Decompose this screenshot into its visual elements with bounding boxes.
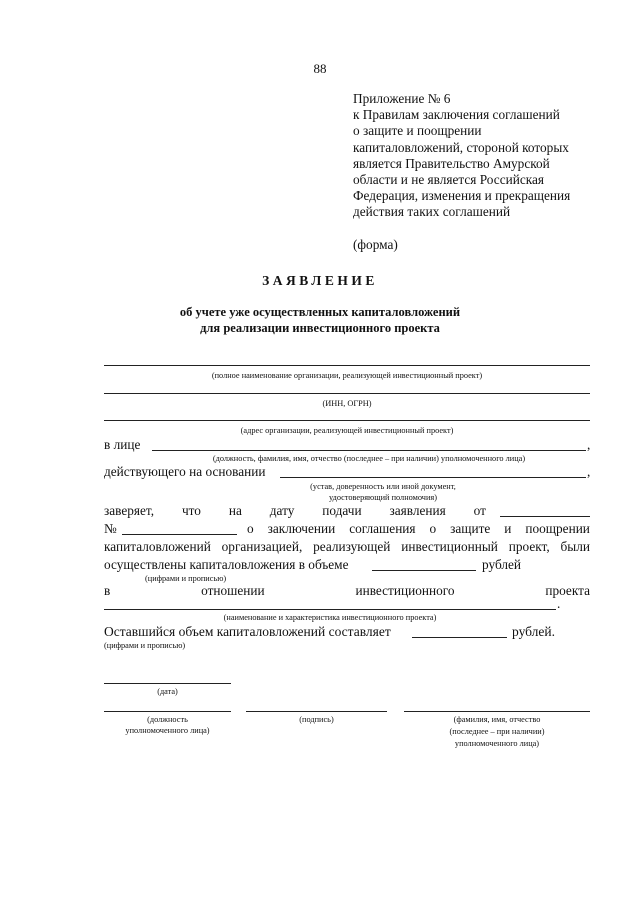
signature-caption: (подпись) [299,715,334,724]
certifies-line [104,503,486,519]
page-number: 88 [313,61,327,76]
org-name-caption: (полное наименование организации, реализующей инвестиционный проект) [211,371,483,380]
date-caption: (дата) [157,687,178,696]
address-caption: (адрес организации, реализующей инвестиционный проект) [240,426,454,435]
inn-caption: (ИНН, ОГРН) [322,399,372,408]
word: заверяет, [104,503,155,518]
word: организацией, [221,539,303,554]
subtitle-line-1: об учете уже осуществленных капиталовложений [179,305,461,319]
rubles-label: рублей [482,557,522,572]
fio-caption-1: (фамилия, имя, отчество [453,715,541,724]
word: заключении [267,521,336,536]
word: соглашения [349,521,416,536]
basis-field[interactable] [280,477,586,478]
word: что [181,503,201,518]
amount-label: осуществлены капиталовложения в объеме [104,557,349,572]
remaining-caption: (цифрами и прописью) [104,641,186,650]
representative-field[interactable] [152,450,586,451]
word: защите [450,521,491,536]
remaining-amount-field[interactable] [412,637,507,638]
appendix-block [353,91,623,221]
fio-caption-3: уполномоченного лица) [454,739,540,748]
basis-caption-2: удостоверяющий полномочия) [328,493,438,502]
amount-caption: (цифрами и прописью) [145,574,227,583]
appendix-line: действия таких соглашений [353,204,511,220]
agreement-line [247,521,590,537]
word: были [560,539,590,554]
word: поощрении [525,521,590,536]
date-field[interactable] [104,683,231,684]
application-date-field[interactable] [500,516,590,517]
word: проекта [545,583,590,598]
basis-caption-1: (устав, доверенность или иной документ, [310,482,456,491]
word: подачи [322,503,362,518]
signature-field[interactable] [246,711,387,712]
comma: , [587,437,591,452]
position-caption-2: уполномоченного лица) [125,726,210,735]
position-field[interactable] [104,711,231,712]
fio-field[interactable] [404,711,590,712]
appendix-line: Федерация, изменения и прекращения [353,188,571,204]
representative-caption: (должность, фамилия, имя, отчество (последнее – при наличии) уполномоченного лица) [212,454,526,463]
org-name-field[interactable] [104,365,590,366]
appendix-line: Приложение № 6 [353,91,451,106]
body-line-3 [104,539,590,555]
amount-field[interactable] [372,570,476,571]
appendix-line: капиталовложений, стороной которых [353,139,569,155]
word: дату [269,503,295,518]
word: на [228,503,242,518]
in-person-label: в лице [104,437,141,452]
project-field[interactable] [104,609,556,610]
word: от [473,503,486,518]
rubles-end-label: рублей. [512,624,556,639]
word: о [429,521,437,536]
appendix-line: области и не является Российская [353,172,544,188]
appendix-line: к Правилам заключения соглашений [353,107,560,123]
subtitle-line-2: для реализации инвестиционного проекта [200,321,440,335]
acting-basis-label: действующего на основании [104,464,266,479]
word: реализующей [313,539,391,554]
form-note: (форма) [353,237,398,252]
word: о [247,521,254,536]
word: проект, [508,539,550,554]
word: отношении [201,583,265,598]
word: капиталовложений [104,539,211,554]
project-caption: (наименование и характеристика инвестиционного проекта) [223,613,437,622]
word: в [104,583,111,598]
agreement-number-field[interactable] [122,534,237,535]
position-caption-1: (должность [147,715,188,724]
fio-caption-2: (последнее – при наличии) [449,727,545,736]
number-sign: № [104,521,117,536]
period: . [557,596,561,611]
appendix-line: является Правительство Амурской [353,155,550,171]
remaining-label: Оставшийся объем капиталовложений составляет [104,624,391,639]
address-field[interactable] [104,420,590,421]
document-title: ЗАЯВЛЕНИЕ [262,273,378,288]
document-subtitle [0,304,640,336]
word: и [504,521,512,536]
body-line-5 [104,583,590,599]
inn-field[interactable] [104,393,590,394]
word: инвестиционный [401,539,498,554]
comma: , [587,464,591,479]
word: инвестиционного [355,583,455,598]
word: заявления [389,503,446,518]
appendix-line: о защите и поощрении [353,123,482,139]
